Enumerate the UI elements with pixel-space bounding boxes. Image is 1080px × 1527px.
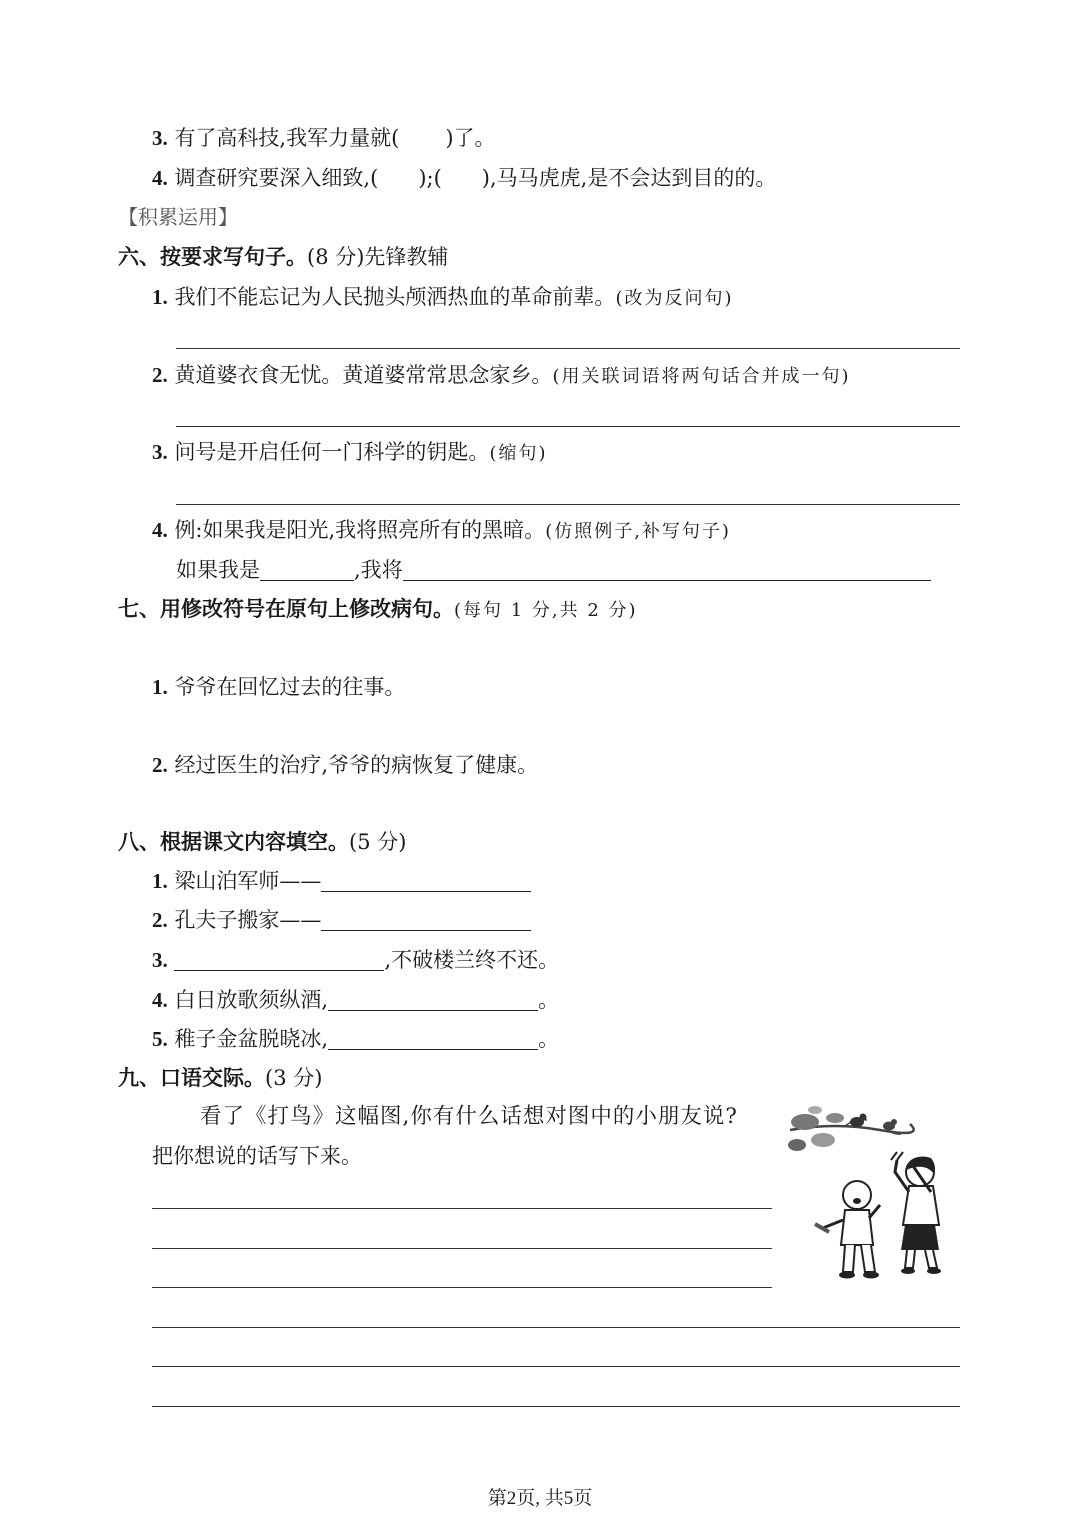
answer-line-q6-1[interactable] [176, 348, 960, 349]
q6-item-3: 3. 问号是开启任何一门科学的钥匙。(缩句) [152, 440, 548, 464]
fill-blank[interactable] [328, 1027, 538, 1050]
q6-item-4-fill: 如果我是 ,我将 [176, 555, 931, 585]
q8-item-3: 3. ,不破楼兰终不还。 [152, 948, 560, 972]
answer-line-q6-3[interactable] [176, 504, 960, 505]
q6-heading: 六、按要求写句子。(8 分)先锋教辅 [118, 245, 449, 269]
fill-blank[interactable] [328, 988, 538, 1011]
q7-item-2: 2. 经过医生的治疗,爷爷的病恢复了健康。 [152, 753, 539, 777]
q6-item-4: 4. 例:如果我是阳光,我将照亮所有的黑暗。(仿照例子,补写句子) [152, 518, 731, 542]
q9-heading: 九、口语交际。(3 分) [118, 1066, 323, 1090]
fill-blank[interactable] [321, 908, 531, 931]
q8-item-1: 1. 梁山泊军师—— [152, 866, 531, 896]
writing-line[interactable] [152, 1366, 960, 1367]
fill-blank[interactable] [403, 558, 931, 581]
writing-line[interactable] [152, 1287, 772, 1288]
bird-shooting-illustration-icon [785, 1100, 970, 1290]
writing-line[interactable] [152, 1248, 772, 1249]
q7-heading: 七、用修改符号在原句上修改病句。(每句 1 分,共 2 分) [118, 597, 638, 621]
fill-blank[interactable] [174, 948, 384, 971]
fill-blank[interactable] [260, 558, 354, 581]
q9-prompt-line-2: 把你想说的话写下来。 [152, 1144, 362, 1168]
writing-line[interactable] [152, 1327, 960, 1328]
section-tag: 【积累运用】 [118, 205, 238, 229]
q5-item-4: 4. 调查研究要深入细致,( );( ),马马虎虎,是不会达到目的的。 [152, 166, 777, 190]
q9-prompt-line-1: 看了《打鸟》这幅图,你有什么话想对图中的小朋友说? [200, 1104, 738, 1129]
answer-line-q6-2[interactable] [176, 426, 960, 427]
writing-line[interactable] [152, 1208, 772, 1209]
fill-blank[interactable] [321, 869, 531, 892]
q8-item-5: 5. 稚子金盆脱晓冰, 。 [152, 1027, 560, 1051]
q8-item-4: 4. 白日放歌须纵酒, 。 [152, 988, 560, 1012]
q7-item-1: 1. 爷爷在回忆过去的往事。 [152, 675, 406, 699]
page-footer: 第2页, 共5页 [487, 1488, 593, 1509]
q8-heading: 八、根据课文内容填空。(5 分) [118, 830, 407, 854]
q6-item-2: 2. 黄道婆衣食无忧。黄道婆常常思念家乡。(用关联词语将两句话合并成一句) [152, 363, 851, 387]
q5-item-3: 3. 有了高科技,我军力量就( )了。 [152, 126, 496, 150]
q8-item-2: 2. 孔夫子搬家—— [152, 905, 531, 935]
writing-line[interactable] [152, 1406, 960, 1407]
q6-item-1: 1. 我们不能忘记为人民抛头颅洒热血的革命前辈。(改为反问句) [152, 285, 734, 309]
